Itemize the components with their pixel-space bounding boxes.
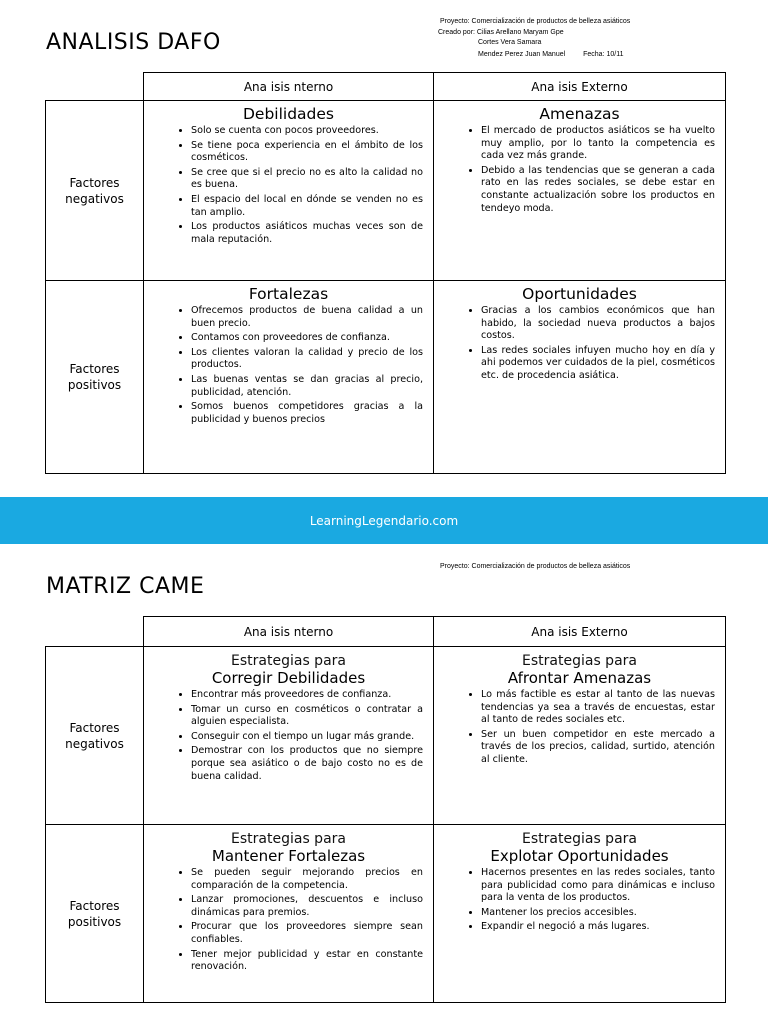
explotar-list xyxy=(434,867,725,934)
list-item: • Procurar que los proveedores siempre sean confiables. xyxy=(191,921,423,946)
debilidades-list xyxy=(144,125,433,246)
dafo-authors xyxy=(438,28,564,47)
dafo-corner xyxy=(46,73,144,101)
afrontar-cell xyxy=(434,647,726,825)
site-link[interactable]: LearningLegendario.com xyxy=(309,513,459,528)
fortalezas-list xyxy=(144,305,433,426)
came-table xyxy=(45,616,726,1003)
list-item: • Debido a las tendencias que se generan a cada rato en las redes sociales, se debe estar en constante actualización sobre los productos en tendeyo moda. xyxy=(481,165,715,215)
list-item: • Tener mejor publicidad y estar en constante renovación. xyxy=(191,949,423,974)
list-item: • Solo se cuenta con pocos proveedores. xyxy=(191,125,423,138)
list-item: • El mercado de productos asiáticos se ha vuelto muy amplio, por lo tanto la competencia es cada vez más grande. xyxy=(481,125,715,163)
list-item: • Hacernos presentes en las redes sociales, tanto para publicidad como para dinámicas e incluso para la venta de los productos. xyxy=(481,867,715,905)
list-item: • Somos buenos competidores gracias a la publicidad y buenos precios xyxy=(191,401,423,426)
came-project-meta xyxy=(440,562,630,572)
dafo-row-positivos: Factores positivos xyxy=(46,281,144,474)
debilidades-title: Debilidades xyxy=(242,105,335,123)
list-item: • Encontrar más proveedores de confianza. xyxy=(191,689,423,702)
list-item: • Lo más factible es estar al tanto de las nuevas tendencias ya sea a través de encuestas, estar al tanto de redes sociales etc. xyxy=(481,689,715,727)
amenazas-cell xyxy=(434,101,726,281)
dafo-project: Proyecto: Comercialización de productos de belleza asiáticos xyxy=(440,18,631,25)
explotar-title: Explotar Oportunidades xyxy=(490,847,669,865)
corregir-title: Corregir Debilidades xyxy=(211,669,366,687)
dafo-date: Fecha: 10/11 xyxy=(583,51,624,58)
came-header-externo: Ana isis Externo xyxy=(434,617,726,647)
dafo-title: ANALISIS DAFO xyxy=(46,30,221,55)
list-item: • Tomar un curso en cosméticos o contratar a alguien especialista. xyxy=(191,704,423,729)
oportunidades-title: Oportunidades xyxy=(522,285,637,303)
came-title: MATRIZ CAME xyxy=(46,574,205,599)
oportunidades-cell xyxy=(434,281,726,474)
dafo-header-interno: Ana isis nterno xyxy=(144,73,434,101)
explotar-sub: Estrategias para xyxy=(522,831,637,847)
list-item: • Los productos asiáticos muchas veces son de mala reputación. xyxy=(191,221,423,246)
site-banner[interactable] xyxy=(0,497,768,544)
dafo-author-3: Mendez Perez Juan Manuel xyxy=(478,51,566,58)
explotar-cell xyxy=(434,825,726,1003)
dafo-row-negativos: Factores negativos xyxy=(46,101,144,281)
debilidades-cell xyxy=(144,101,434,281)
list-item: • Las redes sociales infuyen mucho hoy en día y ahi podemos ver cuidados de la piel, cosméticos etc. de procedencia asiática. xyxy=(481,345,715,383)
list-item: • Se pueden seguir mejorando precios en comparación de la competencia. xyxy=(191,867,423,892)
came-corner xyxy=(46,617,144,647)
amenazas-list xyxy=(434,125,725,215)
list-item: • Se cree que si el precio no es alto la calidad no es buena. xyxy=(191,167,423,192)
came-row-negativos: Factores negativos xyxy=(46,647,144,825)
afrontar-list xyxy=(434,689,725,767)
list-item: • Mantener los precios accesibles. xyxy=(481,907,715,920)
mantener-list xyxy=(144,867,433,974)
list-item: • Gracias a los cambios económicos que han habido, la sociedad nueva productos a bajos costos. xyxy=(481,305,715,343)
list-item: • Ser un buen competidor en este mercado a través de los precios, calidad, surtido, atención al cliente. xyxy=(481,729,715,767)
fortalezas-cell xyxy=(144,281,434,474)
mantener-sub: Estrategias para xyxy=(231,831,346,847)
afrontar-sub: Estrategias para xyxy=(522,653,637,669)
amenazas-title: Amenazas xyxy=(539,105,620,123)
dafo-project-meta xyxy=(440,17,630,27)
corregir-list xyxy=(144,689,433,783)
list-item: • Demostrar con los productos que no siempre porque sea asiático o de bajo costo no es de buena calidad. xyxy=(191,745,423,783)
list-item: • Lanzar promociones, descuentos e incluso dinámicas para premios. xyxy=(191,894,423,919)
list-item: • Las buenas ventas se dan gracias al precio, publicidad, atención. xyxy=(191,374,423,399)
fortalezas-title: Fortalezas xyxy=(248,285,329,303)
oportunidades-list xyxy=(434,305,725,383)
list-item: • Expandir el negoció a más lugares. xyxy=(481,921,715,934)
list-item: • Contamos con proveedores de confianza. xyxy=(191,332,423,345)
came-header-interno: Ana isis nterno xyxy=(144,617,434,647)
list-item: • Ofrecemos productos de buena calidad a un buen precio. xyxy=(191,305,423,330)
mantener-title: Mantener Fortalezas xyxy=(211,847,366,865)
dafo-table xyxy=(45,72,726,474)
came-row-positivos: Factores positivos xyxy=(46,825,144,1003)
list-item: • Se tiene poca experiencia en el ámbito de los cosméticos. xyxy=(191,140,423,165)
came-project: Proyecto: Comercialización de productos de belleza asiáticos xyxy=(440,563,631,570)
corregir-cell xyxy=(144,647,434,825)
list-item: • Conseguir con el tiempo un lugar más grande. xyxy=(191,731,423,744)
dafo-author-1: Creado por: Cilias Arellano Maryam Gpe xyxy=(438,29,564,36)
afrontar-title: Afrontar Amenazas xyxy=(507,669,652,687)
dafo-author-3-row xyxy=(478,50,623,60)
list-item: • El espacio del local en dónde se venden no es tan amplio. xyxy=(191,194,423,219)
mantener-cell xyxy=(144,825,434,1003)
list-item: • Los clientes valoran la calidad y precio de los productos. xyxy=(191,347,423,372)
corregir-sub: Estrategias para xyxy=(231,653,346,669)
dafo-author-2: Cortes Vera Samara xyxy=(478,38,542,46)
dafo-header-externo: Ana isis Externo xyxy=(434,73,726,101)
